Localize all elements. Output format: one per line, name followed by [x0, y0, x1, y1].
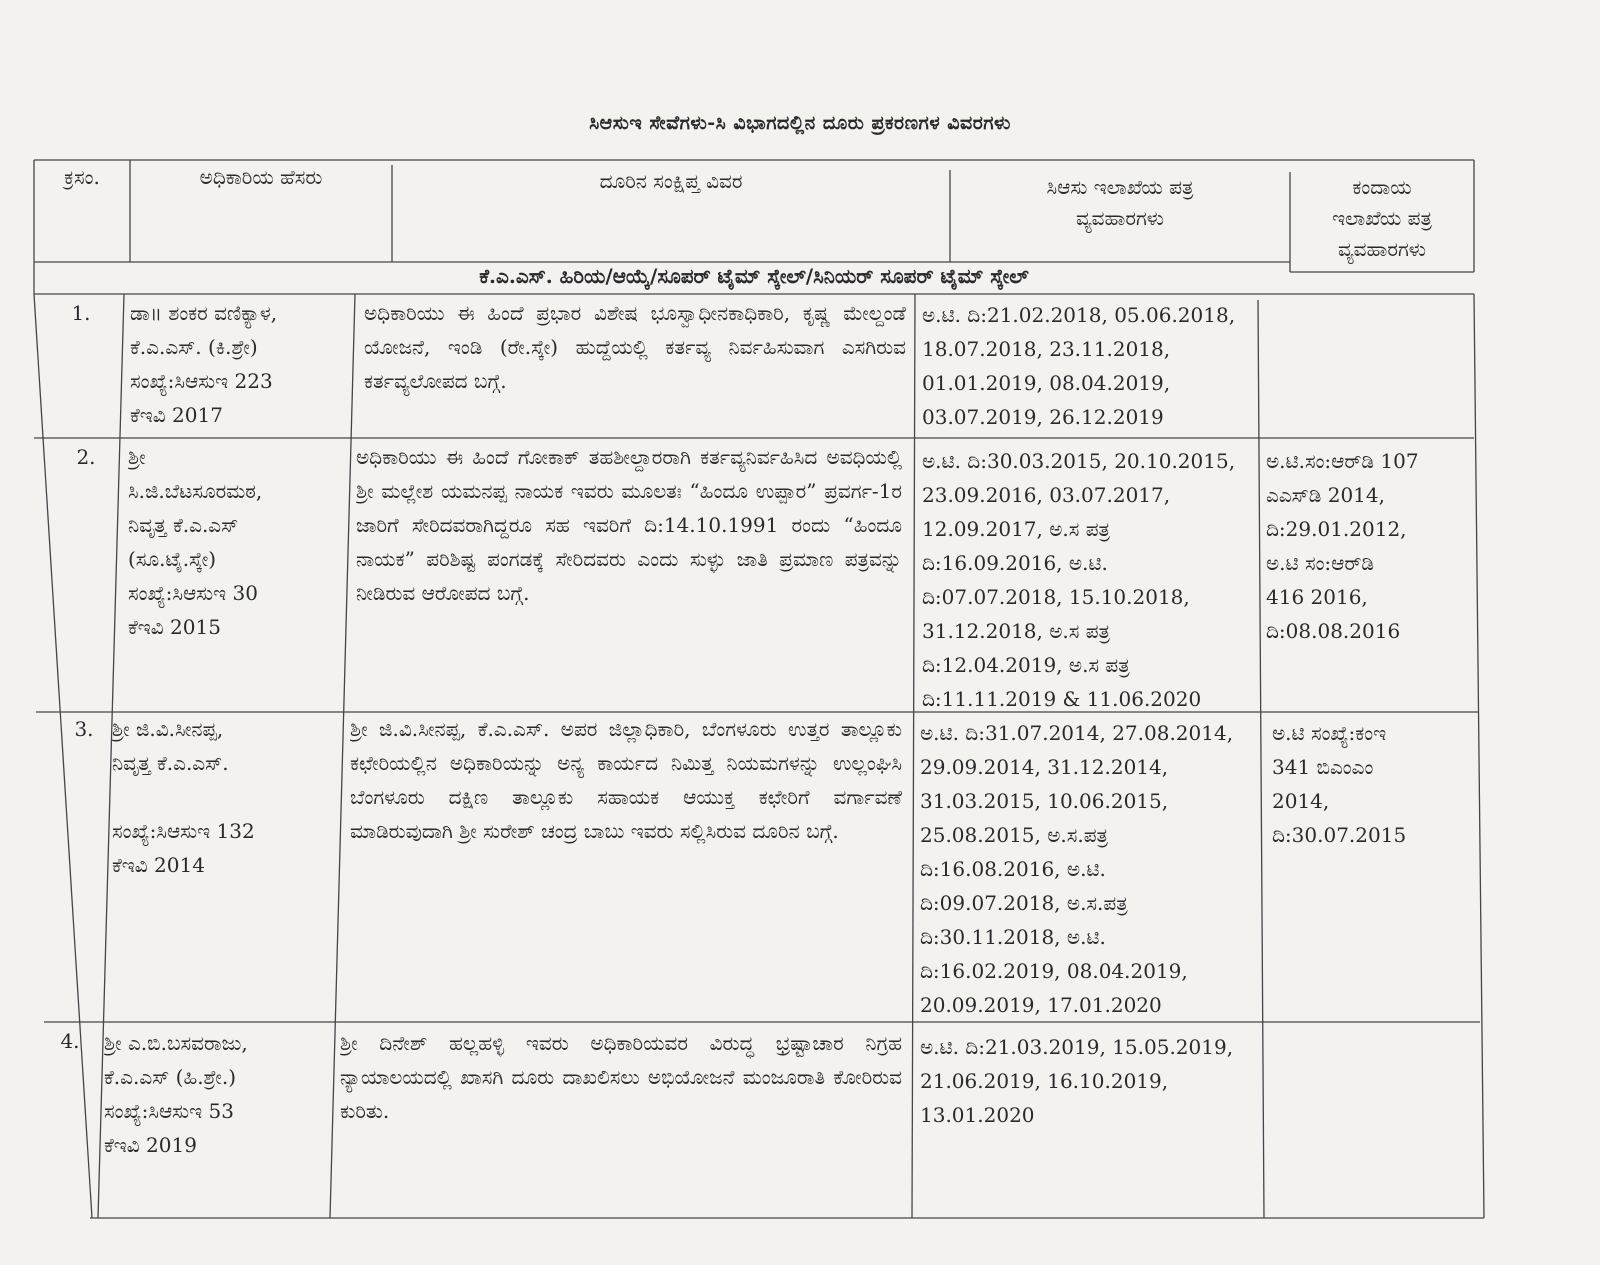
row-2-serial: 2. — [76, 445, 96, 469]
header-revenue-correspondence: ಕಂದಾಯ ಇಲಾಖೆಯ ಪತ್ರ ವ್ಯವಹಾರಗಳು — [1332, 175, 1432, 261]
header-serial-number: ಕ್ರಸಂ. — [64, 165, 100, 189]
row-3-serial: 3. — [74, 717, 94, 741]
header-dpar-correspondence: ಸಿಆಸು ಇಲಾಖೆಯ ಪತ್ರ ವ್ಯವಹಾರಗಳು — [1046, 175, 1194, 230]
row-3-complaint-summary: ಶ್ರೀ ಜಿ.ವಿ.ಸೀನಪ್ಪ, ಕೆ.ಎ.ಎಸ್. ಅಪರ ಜಿಲ್ಲಾಧಿಕಾರಿ, ಬೆಂಗಳೂರು ಉತ್ತರ ತಾಲ್ಲೂಕು ಕಛೇರಿಯಲ್ಲಿನ ಅಧಿಕಾರಿಯನ್ನು ಅನ್ಯ ಕಾರ್ಯದ ನಿಮಿತ್ತ ನಿಯಮಗಳನ್ನು ಉಲ್ಲಂಘಿಸಿ ಬೆಂಗಳೂರು ದಕ್ಷಿಣ ತಾಲ್ಲೂಕು ಸಹಾಯಕ ಆಯುಕ್ತ ಕಛೇರಿಗೆ ವರ್ಗಾವಣೆ ಮಾಡಿರುವುದಾಗಿ ಶ್ರೀ ಸುರೇಶ್ ಚಂದ್ರ ಬಾಬು ಇವರು ಸಲ್ಲಿಸಿರುವ ದೂರಿನ ಬಗ್ಗೆ. — [350, 717, 902, 843]
row-4-complaint-summary: ಶ್ರೀ ದಿನೇಶ್ ಹಲ್ಲಹಳ್ಳಿ ಇವರು ಅಧಿಕಾರಿಯವರ ವಿರುದ್ಧ ಭ್ರಷ್ಟಾಚಾರ ನಿಗ್ರಹ ನ್ಯಾಯಾಲಯದಲ್ಲಿ ಖಾಸಗಿ ದೂರು ದಾಖಲಿಸಲು ಅಭಿಯೋಜನೆ ಮಂಜೂರಾತಿ ಕೋರಿರುವ ಕುರಿತು. — [340, 1031, 902, 1123]
row-2-dpar-correspondence: ಅ.ಟಿ. ದಿ:30.03.2015, 20.10.2015, 23.09.2016, 03.07.2017, 12.09.2017, ಅ.ಸ ಪತ್ರ ದಿ:16.09.2016, ಅ.ಟಿ. ದಿ:07.07.2018, 15.10.2018, 31.12.2018, ಅ.ಸ ಪತ್ರ ದಿ:12.04.2019, ಅ.ಸ ಪತ್ರ ದಿ:11.11.2019 & 11.06.2020 — [922, 449, 1236, 711]
grade-subheader: ಕೆ.ಎ.ಎಸ್. ಹಿರಿಯ/ಆಯ್ಕೆ/ಸೂಪರ್ ಟೈಮ್ ಸ್ಕೇಲ್/ಸಿನಿಯರ್ ಸೂಪರ್ ಟೈಮ್ ಸ್ಕೇಲ್ — [479, 264, 1029, 288]
row-4-serial: 4. — [60, 1029, 80, 1053]
row-4-dpar-correspondence: ಅ.ಟಿ. ದಿ:21.03.2019, 15.05.2019, 21.06.2019, 16.10.2019, 13.01.2020 — [920, 1035, 1234, 1127]
header-complaint-summary: ದೂರಿನ ಸಂಕ್ಷಿಪ್ತ ವಿವರ — [599, 169, 743, 193]
row-2-complaint-summary: ಅಧಿಕಾರಿಯು ಈ ಹಿಂದೆ ಗೋಕಾಕ್ ತಹಶೀಲ್ದಾರರಾಗಿ ಕರ್ತವ್ಯನಿರ್ವಹಿಸಿದ ಅವಧಿಯಲ್ಲಿ ಶ್ರೀ ಮಲ್ಲೇಶ ಯಮನಪ್ಪ ನಾಯಕ ಇವರು ಮೂಲತಃ “ಹಿಂದೂ ಉಪ್ಪಾರ” ಪ್ರವರ್ಗ-1ರ ಜಾರಿಗೆ ಸೇರಿದವರಾಗಿದ್ದರೂ ಸಹ ಇವರಿಗೆ ದಿ:14.10.1991 ರಂದು “ಹಿಂದೂ ನಾಯಕ” ಪರಿಶಿಷ್ಟ ಪಂಗಡಕ್ಕೆ ಸೇರಿದವರು ಎಂದು ಸುಳ್ಳು ಜಾತಿ ಪ್ರಮಾಣ ಪತ್ರವನ್ನು ನೀಡಿರುವ ಆರೋಪದ ಬಗ್ಗೆ. — [356, 445, 902, 605]
row-1-complaint-summary: ಅಧಿಕಾರಿಯು ಈ ಹಿಂದೆ ಪ್ರಭಾರ ವಿಶೇಷ ಭೂಸ್ವಾಧೀನಕಾಧಿಕಾರಿ, ಕೃಷ್ಣ ಮೇಲ್ದಂಡೆ ಯೋಜನೆ, ಇಂಡಿ (ರೇ.ಸ್ಕೇ) ಹುದ್ದೆಯಲ್ಲಿ ಕರ್ತವ್ಯ ನಿರ್ವಹಿಸುವಾಗ ಎಸಗಿರುವ ಕರ್ತವ್ಯಲೋಪದ ಬಗ್ಗೆ. — [364, 301, 906, 393]
row-1-dpar-correspondence: ಅ.ಟಿ. ದಿ:21.02.2018, 05.06.2018, 18.07.2018, 23.11.2018, 01.01.2019, 08.04.2019, 03.07.2019, 26.12.2019 — [922, 303, 1236, 429]
row-4-officer-name: ಶ್ರೀ ಎ.ಬಿ.ಬಸವರಾಜು, ಕೆ.ಎ.ಎಸ್ (ಹಿ.ಶ್ರೇ.) ಸಂಖ್ಯೆ:ಸಿಆಸುಇ 53 ಕೆಇವಿ 2019 — [104, 1031, 248, 1157]
row-1-officer-name: ಡಾ॥ ಶಂಕರ ವಣಿಕ್ಯಾಳ, ಕೆ.ಎ.ಎಸ್. (ಕಿ.ಶ್ರೇ) ಸಂಖ್ಯೆ:ಸಿಆಸುಇ 223 ಕೆಇವಿ 2017 — [130, 301, 278, 427]
row-3-officer-name: ಶ್ರೀ ಜಿ.ವಿ.ಸೀನಪ್ಪ, ನಿವೃತ್ತ ಕೆ.ಎ.ಎಸ್. ಸಂಖ್ಯೆ:ಸಿಆಸುಇ 132 ಕೆಇವಿ 2014 — [112, 717, 255, 877]
page-title: ಸಿಆಸುಇ ಸೇವೆಗಳು-ಸಿ ವಿಭಾಗದಲ್ಲಿನ ದೂರು ಪ್ರಕರಣಗಳ ವಿವರಗಳು — [589, 112, 1011, 134]
row-2-revenue-correspondence: ಅ.ಟಿ.ಸಂ:ಆರ್‌ಡಿ 107 ಎಎಸ್‌ಡಿ 2014, ದಿ:29.01.2012, ಅ.ಟಿ ಸಂ:ಆರ್‌ಡಿ 416 2016, ದಿ:08.08.2016 — [1266, 449, 1419, 643]
header-officer-name: ಅಧಿಕಾರಿಯ ಹೆಸರು — [199, 165, 323, 189]
row-3-dpar-correspondence: ಅ.ಟಿ. ದಿ:31.07.2014, 27.08.2014, 29.09.2014, 31.12.2014, 31.03.2015, 10.06.2015, 25.08.2015, ಅ.ಸ.ಪತ್ರ ದಿ:16.08.2016, ಅ.ಟಿ. ದಿ:09.07.2018, ಅ.ಸ.ಪತ್ರ ದಿ:30.11.2018, ಅ.ಟಿ. ದಿ:16.02.2019, 08.04.2019, 20.09.2019, 17.01.2020 — [920, 721, 1234, 1017]
row-2-officer-name: ಶ್ರೀ ಸಿ.ಜಿ.ಬೆಟಸೂರಮಠ, ನಿವೃತ್ತ ಕೆ.ಎ.ಎಸ್ (ಸೂ.ಟೈ.ಸ್ಕೇ) ಸಂಖ್ಯೆ:ಸಿಆಸುಇ 30 ಕೆಇವಿ 2015 — [128, 445, 263, 639]
row-1-serial: 1. — [71, 301, 91, 325]
row-3-revenue-correspondence: ಅ.ಟಿ ಸಂಖ್ಯೆ:ಕಂಇ 341 ಬಿಎಂಎಂ 2014, ದಿ:30.07.2015 — [1272, 721, 1407, 847]
